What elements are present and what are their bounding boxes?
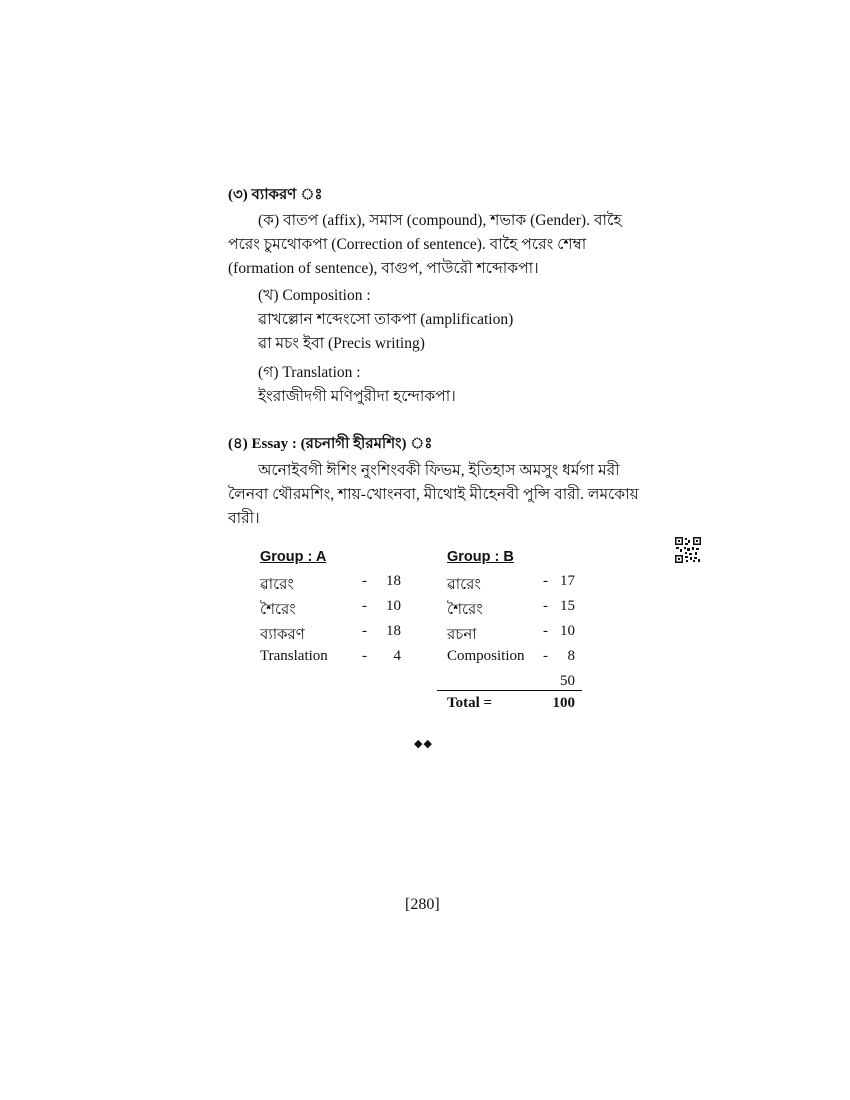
section-3-para-line-1 — [228, 209, 622, 233]
group-a-row-1-name: ৱারেং — [260, 577, 294, 593]
total-divider — [437, 690, 582, 691]
total-value: 100 — [552, 695, 575, 711]
group-b-row-4-dash: - — [543, 648, 548, 664]
para-line-text: অনোইবগী ঈশিং নুংশিংবকী ফিভম, ইতিহাস অমসুং ধর্মগা মরী — [258, 462, 620, 479]
end-of-section-mark: ◆◆ — [414, 738, 433, 750]
group-b-row-3-value: 10 — [560, 623, 575, 639]
group-b-subtotal: 50 — [560, 673, 575, 689]
group-b-row-1-name: ৱারেং — [447, 577, 481, 593]
section-4-para-line-1 — [228, 459, 620, 483]
group-b-row-4-value: 8 — [567, 648, 575, 664]
group-a-row-3-name: ব্যাকরণ — [260, 627, 305, 643]
group-a-row-2-name: শৈরেং — [260, 602, 296, 618]
group-b-row-4-name: Composition — [447, 648, 525, 664]
group-b-row-2-dash: - — [543, 598, 548, 614]
section-4-para-line-3: বারী। — [228, 510, 260, 527]
group-a-row-4-value: 4 — [393, 648, 401, 664]
group-a-row-4-name: Translation — [260, 648, 328, 664]
group-a-row-2-value: 10 — [386, 598, 401, 614]
composition-item-2: ৱা মচং ইবা (Precis writing) — [258, 335, 425, 352]
group-a-row-3-dash: - — [362, 623, 367, 639]
group-b-header: Group : B — [447, 549, 514, 565]
translation-label: (গ) Translation : — [258, 364, 361, 381]
group-a-row-2-dash: - — [362, 598, 367, 614]
section-3-heading: (৩) ব্যাকরণ ঃ — [228, 187, 323, 203]
group-a-row-3-value: 18 — [386, 623, 401, 639]
group-a-row-1-value: 18 — [386, 573, 401, 589]
para-line-text: (ক) বাতপ (affix), সমাস (compound), শভাক (Gender). বাহৈ — [258, 212, 622, 229]
section-4-para-line-2: লৈনবা থৌরমশিং, শায়-খোংনবা, মীথোই মীহেনবী পুন্সি বারী. লমকোয় — [228, 486, 639, 503]
group-a-row-4-dash: - — [362, 648, 367, 664]
qr-code-icon — [675, 537, 701, 563]
section-3-para-line-2: পরেং চুমথোকপা (Correction of sentence). বাহৈ পরেং শেম্বা — [228, 236, 587, 253]
group-a-row-1-dash: - — [362, 573, 367, 589]
section-4-heading: (৪) Essay : (রচনাগী হীরমশিং) ঃ — [228, 436, 433, 452]
composition-item-1: ৱাখল্লোন শব্দেংসো তাকপা (amplification) — [258, 311, 514, 328]
group-b-row-1-value: 17 — [560, 573, 575, 589]
group-b-row-2-value: 15 — [560, 598, 575, 614]
group-b-row-1-dash: - — [543, 573, 548, 589]
group-b-row-2-name: শৈরেং — [447, 602, 483, 618]
composition-label: (খ) Composition : — [258, 287, 371, 304]
section-3-para-line-3: (formation of sentence), বাগুপ, পাউরৌ শব্দোকপা। — [228, 260, 539, 277]
group-a-header: Group : A — [260, 549, 327, 565]
page-number: [280] — [405, 896, 440, 913]
group-b-row-3-dash: - — [543, 623, 548, 639]
group-b-row-3-name: রচনা — [447, 627, 477, 643]
total-label: Total = — [447, 695, 493, 711]
translation-item: ইংরাজীদগী মণিপুরীদা হন্দোকপা। — [258, 388, 456, 405]
